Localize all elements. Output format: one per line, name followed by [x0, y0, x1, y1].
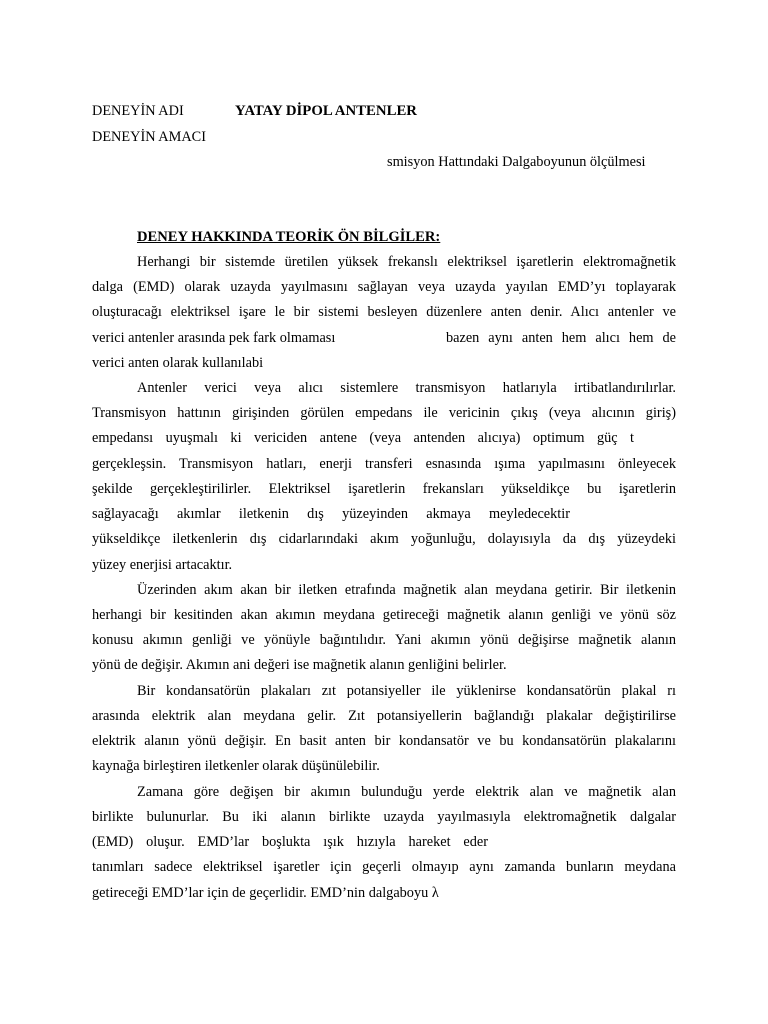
- text-line: (EMD) oluşur. EMD’lar boşlukta ışık hızıyla hareket eder: [92, 834, 488, 850]
- text-line: dalga (EMD) olarak uzayda yayılmasını sağlayan veya uzayda yayılan EMD’yı toplayarak: [92, 279, 676, 295]
- section-heading: DENEY HAKKINDA TEORİK ÖN BİLGİLER:: [137, 229, 441, 245]
- text-line: arasında elektrik alan meydana gelir. Zıt potansiyellerin bağlandığı plakalar değiştirilirse: [92, 708, 676, 724]
- text-line: elektrik alanın yönü değişir. En basit anten bir kondansatör ve bu kondansatörün plakalarını: [92, 733, 676, 749]
- text-line: Herhangi bir sistemde üretilen yüksek frekanslı elektriksel işaretlerin elektromağnetik: [137, 254, 676, 270]
- text-line: şekilde gerçekleştirilirler. Elektriksel işaretlerin frekansları yükseldikçe bu işaretlerin: [92, 481, 676, 497]
- text-line: Zamana göre değişen bir akımın bulunduğu yerde elektrik alan ve mağnetik alan: [137, 784, 676, 800]
- text-line: birlikte bulunurlar. Bu iki alanın birlikte uzayda yayılmasıyla elektromağnetik dalgalar: [92, 809, 676, 825]
- experiment-purpose-label: DENEYİN AMACI: [92, 129, 206, 145]
- text-line: konusu akımın genliği ve yönüyle bağıntılıdır. Yani akımın yönü değişirse mağnetik alanın: [92, 632, 676, 648]
- text-line: tanımları sadece elektriksel işaretler için geçerli olmayıp aynı zamanda bunların meydana: [92, 859, 676, 875]
- text-line: Üzerinden akım akan bir iletken etrafında mağnetik alan meydana getirir. Bir iletkenin: [137, 582, 676, 598]
- text-line: yükseldikçe iletkenlerin dış cidarlarındaki akım yoğunluğu, dolayısıyla da dış yüzeydeki: [92, 531, 676, 547]
- experiment-title: YATAY DİPOL ANTENLER: [235, 103, 417, 119]
- experiment-name-label: DENEYİN ADI: [92, 103, 184, 119]
- text-line: oluşturacağı elektriksel işare le bir sistemi besleyen düzenlere anten denir. Alıcı antenler ve: [92, 304, 676, 320]
- experiment-purpose-text: smisyon Hattındaki Dalgaboyunun ölçülmesi: [387, 154, 646, 170]
- text-line: verici anten olarak kullanılabi: [92, 355, 264, 371]
- text-line: sağlayacağı akımlar iletkenin dış yüzeyinden akmaya meyledecektir: [92, 506, 570, 522]
- text-line: Transmisyon hattının girişinden görülen empedans ile vericinin çıkış (veya alıcının giriş): [92, 405, 676, 421]
- text-line: kaynağa birleştiren iletkenler olarak düşünülebilir.: [92, 758, 380, 774]
- text-line: empedansı uyuşmalı ki vericiden antene (veya antenden alıcıya) optimum güç t: [92, 430, 634, 446]
- text-line: verici antenler arasında pek fark olmaması: [92, 330, 336, 346]
- text-line: getireceği EMD’lar için de geçerlidir. EMD’nin dalgaboyu λ: [92, 885, 439, 901]
- text-line: herhangi bir kesitinden akan akımın meydana getireceği mağnetik alanın genliği ve yönü söz: [92, 607, 676, 623]
- text-line: yönü de değişir. Akımın ani değeri ise mağnetik alanın genliğini belirler.: [92, 657, 507, 673]
- text-line: gerçekleşsin. Transmisyon hatları, enerji transferi esnasında ışıma yapılmasını önleyecek: [92, 456, 676, 472]
- text-line: Bir kondansatörün plakaları zıt potansiyeller ile yüklenirse kondansatörün plakal rı: [137, 683, 676, 699]
- text-line: bazen aynı anten hem alıcı hem de: [446, 330, 676, 346]
- text-line: yüzey enerjisi artacaktır.: [92, 557, 233, 573]
- text-line: Antenler verici veya alıcı sistemlere transmisyon hatlarıyla irtibatlandırılırlar.: [137, 380, 676, 396]
